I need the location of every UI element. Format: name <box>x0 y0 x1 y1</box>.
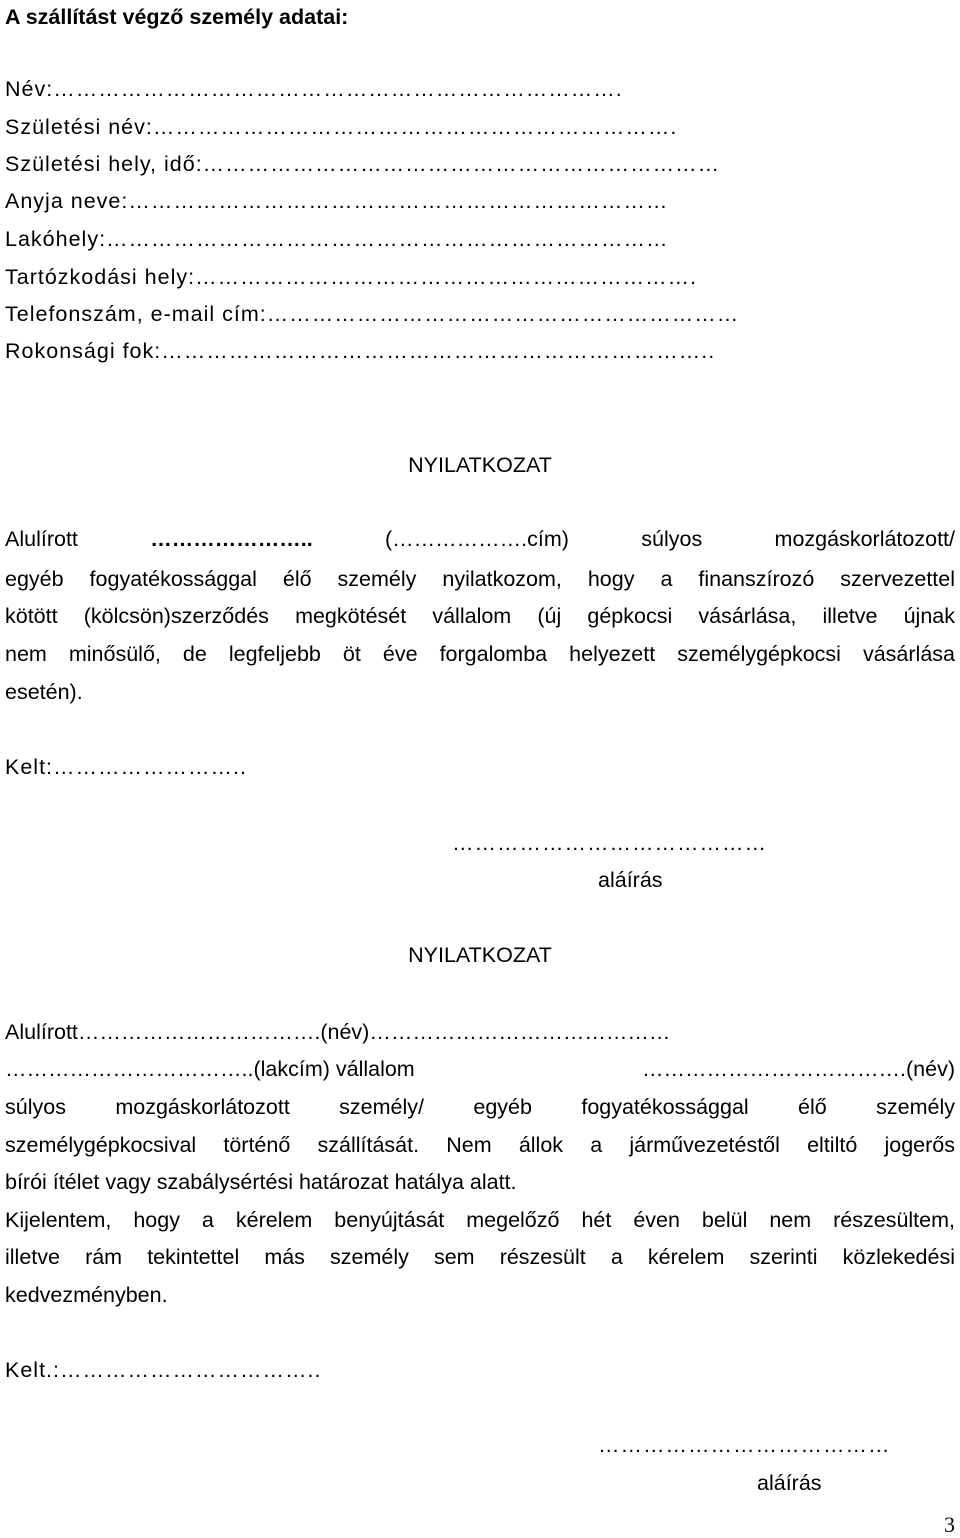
page-number: 3 <box>944 1512 955 1537</box>
statement2-line: Kijelentem, hogy a kérelem benyújtását megelőző hét éven belül nem részesültem, <box>5 1208 955 1232</box>
statement2-line: kedvezményben. <box>5 1283 168 1307</box>
statement1-prefix: Alulírott <box>5 527 151 551</box>
statement2-name-blank: ……………………………….(név) <box>642 1057 955 1081</box>
statement1-date: Kelt:…………………….. <box>5 755 247 779</box>
field-name: Név:…………………………………………………………………. <box>5 77 623 101</box>
statement2-line: bírói ítélet vagy szabálysértési határozat hatálya alatt. <box>5 1170 517 1194</box>
field-residence: Lakóhely:………………………………………………………………… <box>5 227 669 251</box>
statement1-address-blank: (……………….cím) súlyos mozgáskorlátozott/ <box>312 527 955 551</box>
statement1-line: nem minősülő, de legfeljebb öt éve forgalomba helyezett személygépkocsi vásárlása <box>5 642 955 666</box>
statement1-line: kötött (kölcsön)szerződés megkötését vállalom (új gépkocsi vásárlása, illetve újnak <box>5 604 955 628</box>
section-title: A szállítást végző személy adatai: <box>5 5 349 29</box>
statement2-date: Kelt.:…………………………….. <box>5 1358 322 1382</box>
statement1-name-blank: ………………….. <box>150 527 313 551</box>
statement2-line: súlyos mozgáskorlátozott személy/ egyéb fogyatékossággal élő személy <box>5 1095 955 1119</box>
statement2-signature-line: ………………………………… <box>598 1433 891 1457</box>
statement2-line: személygépkocsival történő szállítását. Nem állok a járművezetéstől eltiltó jogerős <box>5 1133 955 1157</box>
statement1-last-line: esetén). <box>5 680 83 704</box>
statement1-signature-label: aláírás <box>598 868 663 892</box>
field-relationship: Rokonsági fok:……………………………………………………………….. <box>5 339 716 363</box>
field-birth-name: Születési név:……………………………………………………………. <box>5 115 678 139</box>
statement1-line: egyéb fogyatékossággal élő személy nyilatkozom, hogy a finanszírozó szervezettel <box>5 567 955 591</box>
field-mother-name: Anyja neve:……………………………………………………………… <box>5 189 669 213</box>
statement2-address-line: ……………………………..(lakcím) vállalom <box>5 1057 415 1081</box>
field-temporary-residence: Tartózkodási hely:…………………………………………………………. <box>5 265 698 289</box>
statement1-signature-line: …………………………………… <box>452 831 767 855</box>
statement1-first-line <box>5 526 955 552</box>
statement2-heading: NYILATKOZAT <box>408 943 552 967</box>
statement2-signature-label: aláírás <box>757 1471 822 1495</box>
statement2-name-line: Alulírott…………………………….(név)…………………………………… <box>5 1020 671 1044</box>
statement1-heading: NYILATKOZAT <box>408 453 552 477</box>
field-phone-email: Telefonszám, e-mail cím:……………………………………………………… <box>5 302 740 326</box>
statement2-line: illetve rám tekintettel más személy sem részesült a kérelem szerinti közlekedési <box>5 1245 955 1269</box>
field-birth-place-date: Születési hely, idő:…………………………………………………………… <box>5 152 721 176</box>
